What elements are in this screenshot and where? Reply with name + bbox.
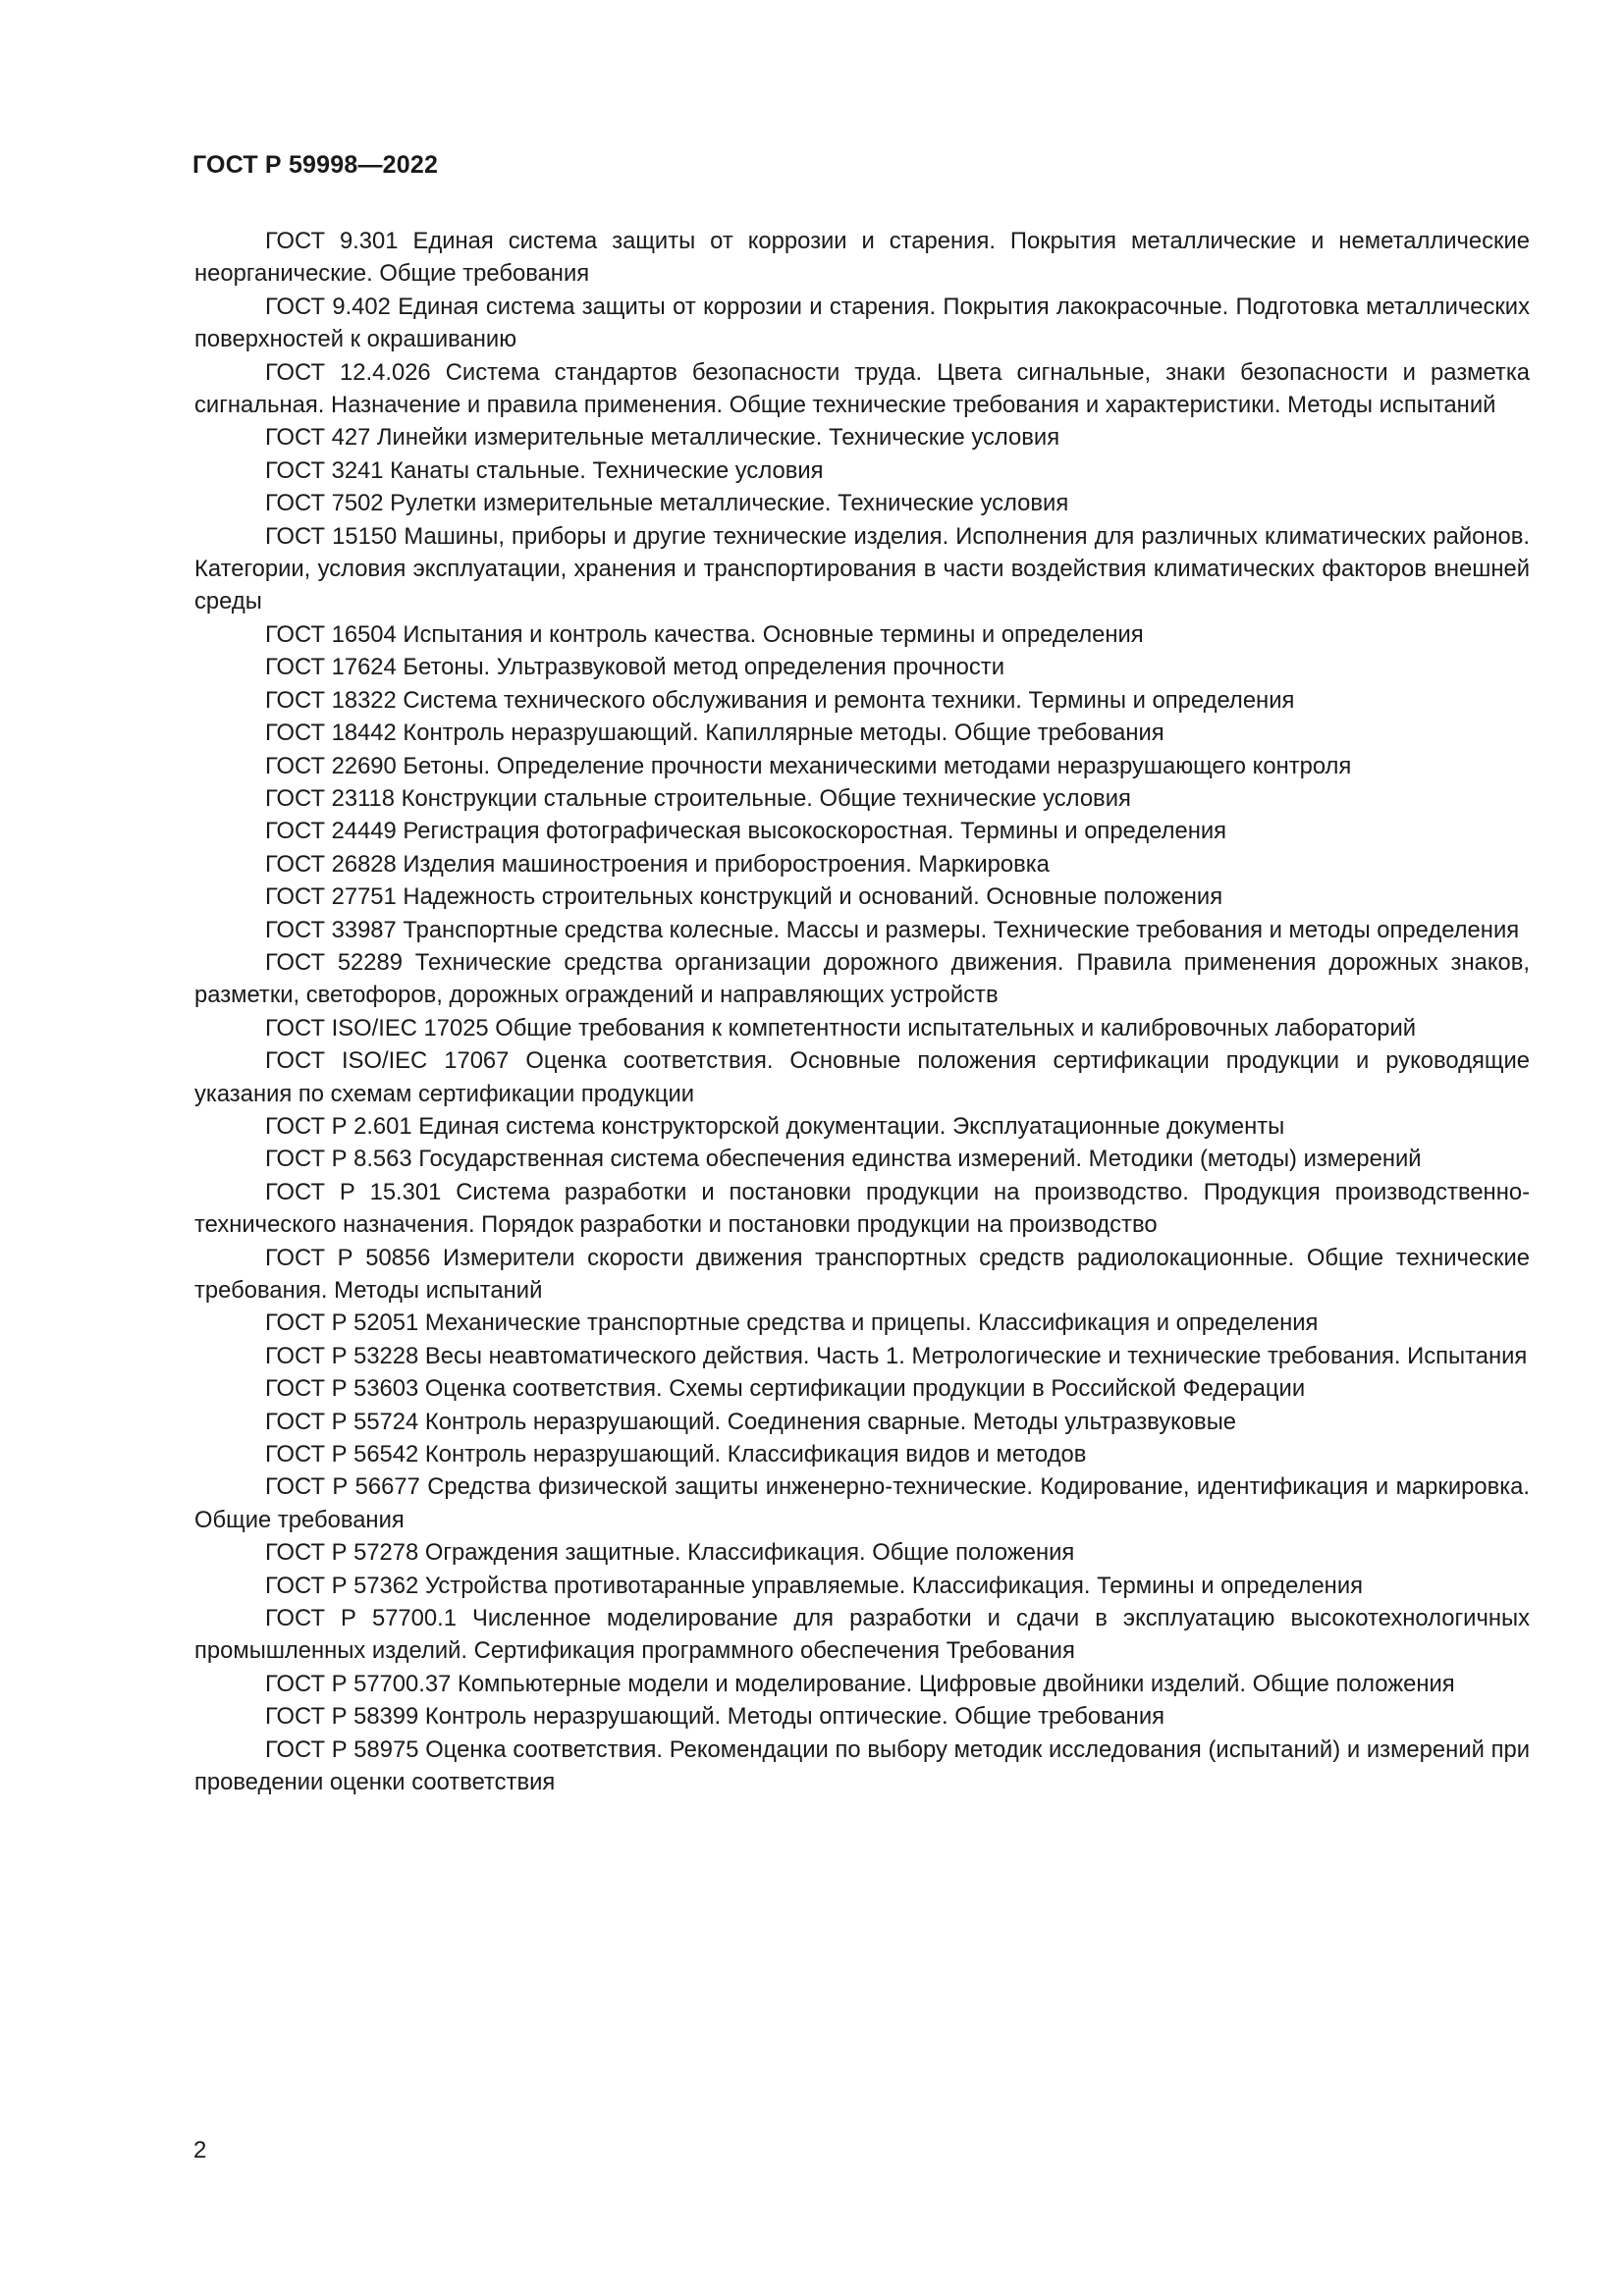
reference-item: ГОСТ 24449 Регистрация фотографическая высокоскоростная. Термины и определения — [265, 818, 1227, 845]
reference-item: ГОСТ 18322 Система технического обслуживания и ремонта техники. Термины и определения — [265, 686, 1295, 714]
reference-item: ГОСТ 3241 Канаты стальные. Технические условия — [265, 456, 824, 484]
reference-item: ГОСТ 427 Линейки измерительные металлические. Технические условия — [265, 424, 1060, 452]
reference-item: ГОСТ Р 58399 Контроль неразрушающий. Методы оптические. Общие требования — [265, 1703, 1165, 1731]
reference-item: ГОСТ 52289 Технические средства организации дорожного движения. Правила применения дорожных знаков, разметки, светофоров, дорожных ограждений и направляющих устройств — [194, 948, 1530, 1009]
reference-item: ГОСТ Р 52051 Механические транспортные средства и прицепы. Классификация и определения — [265, 1309, 1319, 1337]
reference-item: ГОСТ Р 57278 Ограждения защитные. Классификация. Общие положения — [265, 1539, 1075, 1567]
reference-item: ГОСТ ISO/IEC 17025 Общие требования к компетентности испытательных и калибровочных лабораторий — [265, 1014, 1417, 1041]
reference-item: ГОСТ Р 53603 Оценка соответствия. Схемы сертификации продукции в Российской Федерации — [265, 1375, 1306, 1403]
reference-item: ГОСТ Р 56542 Контроль неразрушающий. Классификация видов и методов — [265, 1441, 1087, 1468]
document-header-code: ГОСТ Р 59998—2022 — [192, 151, 439, 179]
reference-item: ГОСТ 17624 Бетоны. Ультразвуковой метод определения прочности — [265, 654, 1004, 681]
reference-item: ГОСТ Р 57700.1 Численное моделирование для разработки и сдачи в эксплуатацию высокотехнологичных промышленных изделий. Сертификация программного обеспечения Требования — [194, 1605, 1530, 1665]
reference-item: ГОСТ 12.4.026 Система стандартов безопасности труда. Цвета сигнальные, знаки безопасности и разметка сигнальная. Назначение и правила применения. Общие технические требования и характеристики. Методы испытаний — [194, 358, 1530, 419]
reference-item: ГОСТ 9.301 Единая система защиты от коррозии и старения. Покрытия металлические и неметаллические неорганические. Общие требования — [194, 228, 1530, 288]
reference-item: ГОСТ Р 58975 Оценка соответствия. Рекомендации по выбору методик исследования (испытаний) и измерений при проведении оценки соответствия — [194, 1735, 1530, 1796]
page-number: 2 — [193, 2137, 207, 2163]
reference-item: ГОСТ 27751 Надежность строительных конструкций и оснований. Основные положения — [265, 883, 1223, 911]
reference-item: ГОСТ 18442 Контроль неразрушающий. Капиллярные методы. Общие требования — [265, 720, 1164, 747]
normative-references-list — [194, 225, 1530, 1799]
reference-item: ГОСТ Р 57700.37 Компьютерные модели и моделирование. Цифровые двойники изделий. Общие положения — [265, 1670, 1455, 1697]
reference-item: ГОСТ 33987 Транспортные средства колесные. Массы и размеры. Технические требования и методы определения — [265, 916, 1520, 943]
reference-item: ГОСТ Р 15.301 Система разработки и постановки продукции на производство. Продукция производственно-технического назначения. Порядок разработки и постановки продукции на производство — [194, 1178, 1530, 1239]
reference-item: ГОСТ Р 55724 Контроль неразрушающий. Соединения сварные. Методы ультразвуковые — [265, 1408, 1237, 1435]
reference-item: ГОСТ 16504 Испытания и контроль качества. Основные термины и определения — [265, 620, 1144, 648]
reference-item: ГОСТ 23118 Конструкции стальные строительные. Общие технические условия — [265, 784, 1131, 812]
reference-item: ГОСТ 22690 Бетоны. Определение прочности механическими методами неразрушающего контроля — [265, 752, 1352, 779]
reference-item: ГОСТ 7502 Рулетки измерительные металлические. Технические условия — [265, 490, 1069, 517]
reference-item: ГОСТ Р 2.601 Единая система конструкторской документации. Эксплуатационные документы — [265, 1112, 1285, 1140]
reference-item: ГОСТ Р 53228 Весы неавтоматического действия. Часть 1. Метрологические и технические требования. Испытания — [265, 1342, 1528, 1369]
reference-item: ГОСТ Р 57362 Устройства противотаранные управляемые. Классификация. Термины и определения — [265, 1572, 1363, 1599]
reference-item: ГОСТ Р 50856 Измерители скорости движения транспортных средств радиолокационные. Общие технические требования. Методы испытаний — [194, 1244, 1530, 1304]
reference-item: ГОСТ Р 56677 Средства физической защиты инженерно-технические. Кодирование, идентификация и маркировка. Общие требования — [194, 1473, 1530, 1533]
reference-item: ГОСТ ISO/IEC 17067 Оценка соответствия. Основные положения сертификации продукции и руководящие указания по схемам сертификации продукции — [194, 1047, 1530, 1107]
reference-item: ГОСТ 15150 Машины, приборы и другие технические изделия. Исполнения для различных климатических районов. Категории, условия эксплуатации, хранения и транспортирования в части воздействия климатических факторов внешней среды — [194, 522, 1530, 615]
reference-item: ГОСТ 26828 Изделия машиностроения и приборостроения. Маркировка — [265, 850, 1050, 878]
reference-item: ГОСТ Р 8.563 Государственная система обеспечения единства измерений. Методики (методы) измерений — [265, 1146, 1422, 1173]
reference-item: ГОСТ 9.402 Единая система защиты от коррозии и старения. Покрытия лакокрасочные. Подготовка металлических поверхностей к окрашиванию — [194, 293, 1530, 353]
